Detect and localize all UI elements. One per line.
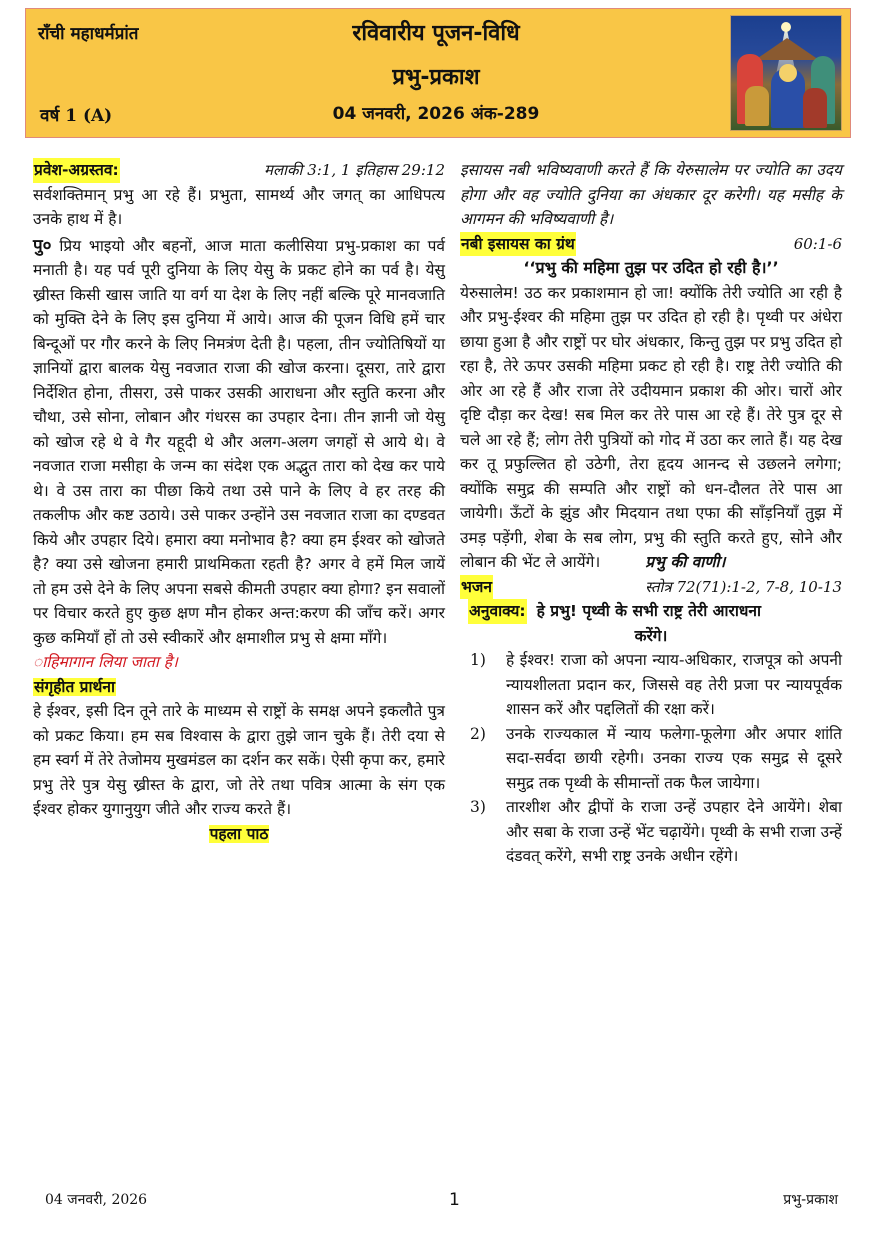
collect-label: संगृहीत प्रार्थना (34, 677, 116, 696)
issue-dateline: 04 जनवरी, 2026 अंक-289 (332, 104, 540, 124)
collect-text: हे ईश्वर, इसी दिन तूने तारे के माध्यम से राष्ट्रों के समक्ष अपने इकलौते पुत्र को प्रकट किया। हम सब विश्वास के द्वारा तुझे जान चुके हैं। तेरी दया से हम स्वर्ग में तेरे तेजोमय मुखमंडल का दर्शन कर सकें। ऐसी कृपा कर, हमारे प्रभु तेरे पुत्र येसु ख्रीस्त के द्वारा, जो तेरे तथा पवित्र आत्मा के संग एक ईश्वर होकर युगानुयुग जीते और राज्य करते हैं। (33, 702, 445, 818)
reading-book-label: नबी इसायस का ग्रंथ (460, 232, 576, 257)
first-reading-header (33, 822, 445, 847)
rubric-note: ाहिमागान लिया जाता है। (33, 653, 178, 671)
priest-marker: पु० (33, 235, 52, 256)
diocese-name: राँची महाधर्मप्रांत (38, 24, 139, 44)
reading-reference: 60:1-6 (793, 234, 842, 253)
reading-text: येरुसालेम! उठ कर प्रकाशमान हो जा! क्योंकि तेरी ज्योति आ रही है और प्रभु-ईश्वर की महिमा तुझ पर उदित हो रही है। पृथ्वी पर अंधेरा छाया हुआ है और राष्ट्रों पर घोर अंधकार, किन्तु तुझ पर प्रभु उदित हो रहा है, तेरे ऊपर उसकी महिमा प्रकट हो रही है। राष्ट्र तेरी ज्योति की ओर आ रहे हैं और राजा तेरे उदीयमान प्रकाश की ओर। चारों ओर दृष्टि दौड़ा कर देख! सब मिल कर तेरे पास आ रहे हैं। तेरे पुत्र दूर से चले आ रहे हैं; लोग तेरी पुत्रियों को गोद में उठा कर लाते हैं। यह देख कर तू प्रफुल्लित हो उठेगी, तेरा हृदय आनन्द से उछलने लगेगा; क्योंकि समुद्र की सम्पति और राष्ट्रों को धन-दौलत तेरे पास आ जायेगी। ऊँटों के झुंड और मिदयान तथा एफा की साँड़नियाँ तुझ में उमड़ पड़ेंगी, शेबा के सब लोग, प्रभु की स्तुति करते हुए, सोने और लोबान की भेंट ले आयेंगे। (460, 283, 842, 571)
right-column (460, 158, 842, 869)
reading-introduction: इसायस नबी भविष्यवाणी करते हैं कि येरुसालेम पर ज्योति का उदय होगा और वह ज्योति दुनिया का अंधकार दूर करेगी। यह मसीह के आगमन की भविष्यवाणी है। (460, 161, 842, 228)
reading-body (460, 281, 842, 575)
year-label: वर्ष 1 (A) (40, 106, 113, 126)
entrance-antiphon-text: सर्वशक्तिमान् प्रभु आ रहे हैं। प्रभुता, सामर्थ्य और जगत् का आधिपत्य उनके हाथ में है। (33, 185, 445, 228)
halo-decoration (779, 64, 797, 82)
introduction-text: प्रिय भाइयो और बहनों, आज माता कलीसिया प्रभु-प्रकाश का पर्व मनाती है। यह पर्व पूरी दुनिया के लिए येसु के प्रकट होने का पर्व है। येसु ख्रीस्त किसी खास जाति या वर्ग या देश के लिए नहीं बल्कि पूरे मानवजाति को मुक्ति देने के लिए इस दुनिया में आये। आज की पूजन विधि हमें चार बिन्दूओं पर गौर करने के लिए निमत्रंण देती है। पहला, तीन ज्योतिषियों या ज्ञानियों द्वारा बालक येसु नवजात राजा की खोज करना। दूसरा, तारे द्वारा निर्देशित होना, तीसरा, उसे पाकर उसकी आराधना और स्तुति करना और चौथा, उसे सोना, लोबान और गंधरस का उपहार देना। तीन ज्ञानी जो येसु को खोज रहे थे वे गैर यहूदी थे और अलग-अलग जगहों से आये थे। वे नवजात राजा मसीहा के जन्म का संदेश एक अद्भुत तारा को देख कर पाये थे। वे उस तारा का पीछा किये तथा उसे पाने के लिए वे हर तरह की तकलीफ और कष्ट उठाये। उसे पाकर उन्होंने उस नवजात राजा का दण्डवत किये और उपहार दिये। हमारा क्या मनोभाव है? क्या हम ईश्वर को खोजते है? क्या उसे खोजना हमारी प्राथमिकता रहती है? अगर वे हमें मिल जायें तो हम उसे देने के लिए अपना सबसे कीमती उपहार क्या होगा? इन सवालों पर विचार करते हुए कुछ क्षण मौन होकर अन्त:करण की जाँच करें। अगर कुछ कमियाँ हों तो उसे स्वीकारें और क्षमाशील प्रभु से क्षमा माँगे। (33, 236, 446, 647)
verse-text: हे ईश्वर! राजा को अपना न्याय-अधिकार, राजपूत्र को अपनी न्यायशीलता प्रदान कर, जिससे वह तेरी प्रजा पर न्यायपूर्वक शासन करें और पद्दलितों की रक्षा करें। (506, 651, 842, 718)
psalm-verse (460, 722, 842, 796)
response-label: अनुवाक्य: (468, 599, 527, 624)
verse-text: उनके राज्यकाल में न्याय फलेगा-फूलेगा और अपार शांति सदा-सर्वदा छायी रहेगी। उनका राज्य एक समुद्र से दूसरे समुद्र तक पृथ्वी के सीमान्तों तक फैल जायेगा। (506, 724, 842, 792)
figure-magus-kneeling-right (803, 88, 827, 128)
collect-header (33, 675, 445, 700)
figure-magus-kneeling-left (745, 86, 769, 126)
verse-text: तारशीश और द्वीपों के राजा उन्हें उपहार देने आयेंगे। शेबा और सबा के राजा उन्हें भेंट चढ़ायेंगे। पृथ्वी के सभी राजा उन्हें दंडवत् करेंगे, सभी राष्ट्र उनके अधीन रहेंगे। (506, 798, 842, 865)
page-title: रविवारीय पूजन-विधि (352, 21, 520, 46)
response-text-line2: करेंगे। (634, 626, 668, 645)
reading-header (460, 232, 842, 257)
psalm-header (460, 575, 842, 600)
entrance-antiphon-label: प्रवेश-अग्रस्तव: (33, 158, 120, 183)
reading-closing: प्रभु की वाणी। (645, 553, 726, 571)
footer-date: 04 जनवरी, 2026 (45, 1192, 148, 1208)
psalm-verse (460, 795, 842, 869)
star-icon (781, 22, 791, 32)
page-footer (0, 1190, 878, 1214)
feast-title: प्रभु-प्रकाश (392, 65, 480, 90)
stable-roof-decoration (755, 38, 819, 60)
psalm-verse (460, 648, 842, 722)
page-number: 1 (449, 1190, 460, 1210)
psalm-label: भजन (460, 575, 493, 600)
introduction (33, 234, 445, 651)
reading-headline: ‘‘प्रभु की महिमा तुझ पर उदित हो रही है।’’ (523, 258, 779, 277)
verse-number: 3) (470, 798, 486, 816)
nativity-magi-icon (730, 15, 842, 131)
first-reading-label: पहला पाठ (209, 824, 269, 843)
header-banner (25, 8, 851, 138)
response-text-line1: हे प्रभु! पृथ्वी के सभी राष्ट्र तेरी आराधना (536, 602, 762, 620)
entrance-antiphon-reference: मलाकी 3:1, 1 इतिहास 29:12 (264, 161, 445, 179)
psalm-reference: स्तोत्र 72(71):1-2, 7-8, 10-13 (645, 577, 842, 596)
verse-number: 1) (470, 651, 486, 669)
left-column (33, 158, 445, 846)
psalm-response (460, 599, 842, 624)
footer-title: प्रभु-प्रकाश (783, 1192, 838, 1208)
verse-number: 2) (470, 724, 486, 743)
entrance-antiphon-header (33, 158, 445, 183)
